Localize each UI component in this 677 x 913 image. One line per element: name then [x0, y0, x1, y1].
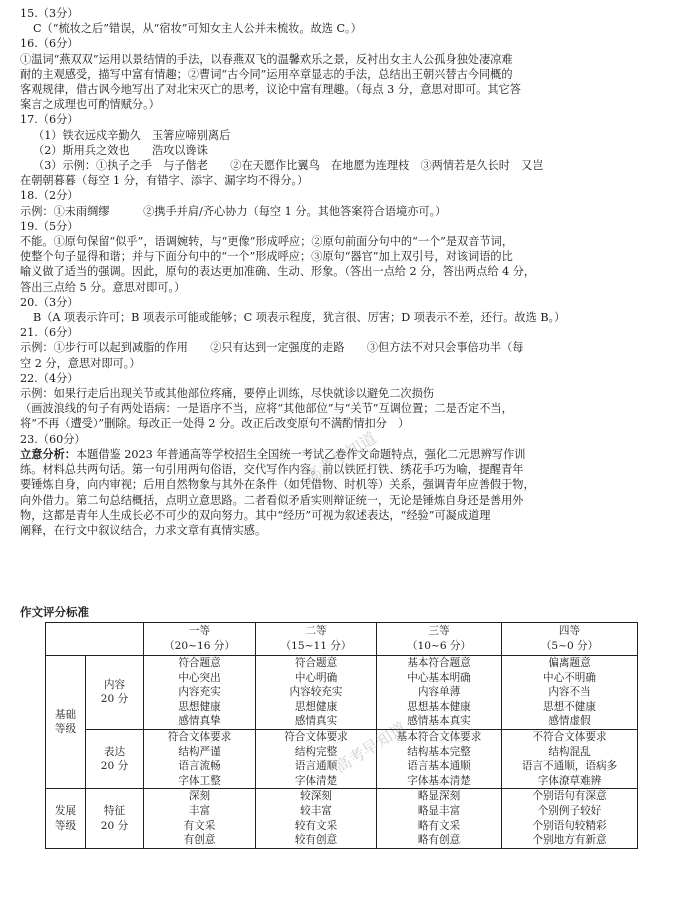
- cell-line: 内容单薄: [417, 686, 461, 699]
- answer-item: [20, 188, 668, 218]
- answer-line: B（A 项表示许可；B 项表示可能或能够；C 项表示程度，犹言很、厉害；D 项表示不差，还行。故选 B。）: [33, 311, 566, 325]
- cell-line: 不符合文体要求: [532, 730, 607, 743]
- cell-line: 结构基本完整: [407, 745, 471, 758]
- cell-line: 中心不明确: [543, 671, 596, 684]
- answer-line: 答出三点给 5 分。意思对即可。）: [20, 280, 186, 294]
- cell-line: 表达: [103, 745, 126, 758]
- watermark: 高考早知道: [301, 428, 380, 487]
- answer-item: [20, 36, 668, 112]
- answer-item: [20, 112, 668, 188]
- cell-line: 20 分: [100, 693, 129, 706]
- answer-line: 客观规律，借古讽今地写出了对北宋灭亡的思考，议论中富有理趣。（每点 3 分，意思对即可。其它答: [20, 83, 521, 97]
- cell-line: 个别地方有新意: [532, 834, 607, 847]
- answer-line: 空 2 分，意思对即可。）: [20, 356, 141, 370]
- rubric-table: [45, 622, 638, 849]
- grade-header: [144, 623, 256, 656]
- cell-line: 字体清楚: [294, 774, 338, 787]
- cell-line: 语言流畅: [178, 760, 221, 773]
- cell-line: 有文采: [183, 819, 216, 832]
- answer-line: 案言之成理也可酌情赋分。）: [20, 98, 160, 112]
- rubric-header-row: [46, 623, 638, 656]
- answer-item: [20, 219, 668, 295]
- answer-number: 23.（60分）: [20, 432, 86, 446]
- answer-item: [20, 371, 668, 432]
- cell-line: 略显丰富: [417, 804, 461, 817]
- cell-line: 较有文采: [294, 819, 338, 832]
- criterion-cell: [144, 729, 256, 788]
- cell-line: 20 分: [100, 819, 129, 832]
- cell-line: 中心基本明确: [407, 671, 471, 684]
- cell-line: 结构完整: [294, 745, 338, 758]
- cell-line: 个别例子较好: [537, 804, 602, 817]
- cell-line: 符合文体要求: [284, 730, 348, 743]
- cell-line: 丰富: [188, 804, 211, 817]
- grade-name: 一等: [188, 625, 211, 638]
- answer-line: 不能。①原句保留“似乎”，语调婉转，与“更像”形成呼应；②原句前面分句中的“一个”是双音节词，: [20, 235, 514, 249]
- cell-line: 基本符合题意: [407, 657, 471, 669]
- grade-range: （10~6 分）: [406, 640, 472, 652]
- cell-line: 个别语句有深意: [532, 790, 607, 803]
- cell-line: 感情基本真实: [407, 715, 471, 728]
- criterion-cell: [502, 656, 638, 730]
- rubric-title: 作文评分标准: [20, 605, 89, 619]
- cell-line: 较有创意: [294, 834, 338, 847]
- answer-number: 16.（6分）: [20, 37, 79, 51]
- cell-line: 思想基本健康: [407, 700, 471, 713]
- answer-line: 耐的主观感受，描写中富有情趣；②曹词“古今同”运用卒章显志的手法，总结出王朝兴替古今同概的: [20, 67, 513, 81]
- cell-line: 结构严谨: [178, 745, 221, 758]
- rubric-row: [46, 656, 638, 730]
- cell-line: 结构混乱: [548, 745, 591, 758]
- cell-line: 语言不通顺，语病多: [521, 760, 618, 773]
- bold-label: 立意分析：: [20, 446, 76, 461]
- cell-line: 语言基本通顺: [407, 760, 471, 773]
- cell-line: 偏离题意: [548, 657, 591, 669]
- cell-line: 思想不健康: [543, 700, 596, 713]
- cell-line: 有创意: [183, 834, 216, 847]
- answer-line: 练。材料总共两句话。第一句引用两句俗语，交代写作内容。前以铁匠打铁、绣花手巧为喻，提醒青年: [20, 463, 524, 477]
- answer-line: 喻义做了适当的强调。因此，原句的表达更加准确、生动、形象。（答出一点给 2 分，答出两点给 4 分，: [20, 265, 536, 279]
- cell-line: 内容较充实: [289, 686, 343, 699]
- grade-range: （5~0 分）: [540, 640, 599, 652]
- answer-line: 将“不再（遭受）”删除。每改正一处得 2 分。改正后改变原句不满酌情扣分 ）: [20, 417, 410, 431]
- grade-range: （20~16 分）: [164, 640, 235, 652]
- cell-line: 中心明确: [294, 671, 338, 684]
- answer-number: 17.（6分）: [20, 113, 79, 127]
- criterion-cell: [377, 789, 502, 848]
- answer-line: 向外借力。第二句总结概括，点明立意思路。二者看似矛盾实则辩证统一，无论是锤炼自身还是善用外: [20, 493, 524, 507]
- cell-line: 基本符合文体要求: [396, 730, 482, 743]
- cell-line: 思想健康: [178, 700, 221, 713]
- cell-line: 内容不当: [548, 686, 591, 699]
- answer-item: [20, 6, 668, 36]
- grade-range: （15~11 分）: [280, 640, 352, 652]
- answer-number: 21.（6分）: [20, 326, 79, 340]
- cell-line: 内容: [103, 678, 126, 691]
- answer-line: 使整个句子显得和谐；并与下面分句中的“一个”形成呼应；③原句“器官”加上双引号，对该词语的比: [20, 250, 513, 264]
- cell-line: 符合题意: [178, 657, 221, 669]
- criterion-label: [86, 729, 144, 788]
- cell-line: 感情真实: [294, 715, 338, 728]
- answer-line: ①温词“燕双双”运用以景结情的手法，以春燕双飞的温馨欢乐之景，反衬出女主人公孤身独处凄凉难: [20, 52, 513, 66]
- grade-name: 二等: [305, 625, 327, 638]
- cell-line: 思想健康: [294, 700, 338, 713]
- answer-number: 20.（3分）: [20, 295, 79, 309]
- criterion-cell: [256, 789, 377, 848]
- rubric-row: [46, 789, 638, 848]
- criterion-cell: [502, 729, 638, 788]
- cell-line: 较丰富: [300, 804, 332, 817]
- cell-line: 字体基本清楚: [407, 774, 471, 787]
- level-label: [46, 656, 86, 789]
- cell-line: 略有文采: [417, 819, 461, 832]
- answer-number: 22.（4分）: [20, 371, 79, 385]
- answer-line: 示例：①步行可以起到减脂的作用 ②只有达到一定强度的走路 ③但方法不对只会事倍功半（每: [20, 341, 524, 355]
- answer-line: （2）斯用兵之效也 浩攻以谗诛: [33, 143, 208, 157]
- criterion-cell: [502, 789, 638, 848]
- cell-line: 发展: [54, 804, 77, 817]
- criterion-cell: [144, 656, 256, 730]
- grade-name: 三等: [428, 625, 450, 638]
- header-empty: [46, 623, 144, 656]
- cell-line: 字体工整: [178, 774, 221, 787]
- answer-item: [20, 325, 668, 371]
- cell-line: 符合题意: [294, 657, 338, 669]
- criterion-label: [86, 656, 144, 730]
- answer-line: （1）铁衣远戍辛勤久 玉箸应啼别离后: [33, 128, 231, 142]
- criterion-cell: [256, 656, 377, 730]
- level-label: [46, 789, 86, 848]
- cell-line: 感情虚假: [548, 715, 591, 728]
- answer-line: 阐释，在行文中叙议结合，力求文章有真情实感。: [20, 523, 267, 537]
- grade-header: [502, 623, 638, 656]
- cell-line: 个别语句较精彩: [532, 819, 607, 832]
- cell-line: 字体潦草难辨: [537, 774, 602, 787]
- answer-line: 要锤炼自身，向内审视；后用自然物象与其外在条件（如凭借物、时机等）关系，强调青年应善假于物，: [20, 478, 535, 492]
- answer-number: 15.（3分）: [20, 7, 79, 20]
- answer-line: （3）示例：①执子之手 与子偕老 ②在天愿作比翼鸟 在地愿为连理枝 ③两情若是久长时 又岂: [33, 159, 544, 173]
- answer-number: 19.（5分）: [20, 219, 79, 233]
- cell-line: 等级: [54, 819, 77, 832]
- grade-header: [377, 623, 502, 656]
- cell-line: 等级: [54, 723, 77, 736]
- cell-line: 基础: [54, 708, 77, 721]
- cell-line: 较深刻: [300, 790, 332, 803]
- answer-item: [20, 295, 668, 325]
- cell-line: 20 分: [100, 760, 129, 773]
- cell-line: 中心突出: [178, 671, 221, 684]
- answer-line: 在朝朝暮暮（每空 1 分，有错字、添字、漏字均不得分。）: [20, 174, 309, 188]
- grade-name: 四等: [558, 625, 581, 638]
- cell-line: 感情真挚: [178, 715, 221, 728]
- answer-line: 物，这都是青年人生成长必不可少的双向努力。其中“经历”可视为叙述表达，“经验”可凝成道理: [20, 508, 491, 522]
- answer-line: 示例：如果行走后出现关节或其他部位疼痛，要停止训练，尽快就诊以避免二次损伤: [20, 387, 434, 401]
- cell-line: 略显深刻: [417, 790, 461, 803]
- cell-line: 深刻: [188, 790, 211, 803]
- answer-text: 本题借鉴 2023 年普通高等学校招生全国统一考试乙卷作文命题特点，强化二元思辨写作训: [75, 447, 526, 461]
- criterion-label: [86, 789, 144, 848]
- cell-line: 略有创意: [417, 834, 461, 847]
- grade-header: [256, 623, 377, 656]
- cell-line: 特征: [103, 804, 126, 817]
- cell-line: 符合文体要求: [167, 730, 232, 743]
- cell-line: 语言通顺: [294, 760, 338, 773]
- answer-number: 18.（2分）: [20, 189, 79, 203]
- criterion-cell: [144, 789, 256, 848]
- answer-line: （画波浪线的句子有两处语病：一是语序不当，应将“其他部位”与“关节”互调位置；二是否定不当，: [20, 402, 513, 416]
- answer-line: 示例：①未雨绸缪 ②携手并肩/齐心协力（每空 1 分。其他答案符合语境亦可。）: [20, 204, 447, 218]
- watermark: 高考早知道: [331, 718, 410, 777]
- answer-line: C（“梳妆之后”错误，从“宿妆”可知女主人公并未梳妆。故选 C。）: [33, 22, 362, 36]
- cell-line: 内容充实: [178, 686, 221, 699]
